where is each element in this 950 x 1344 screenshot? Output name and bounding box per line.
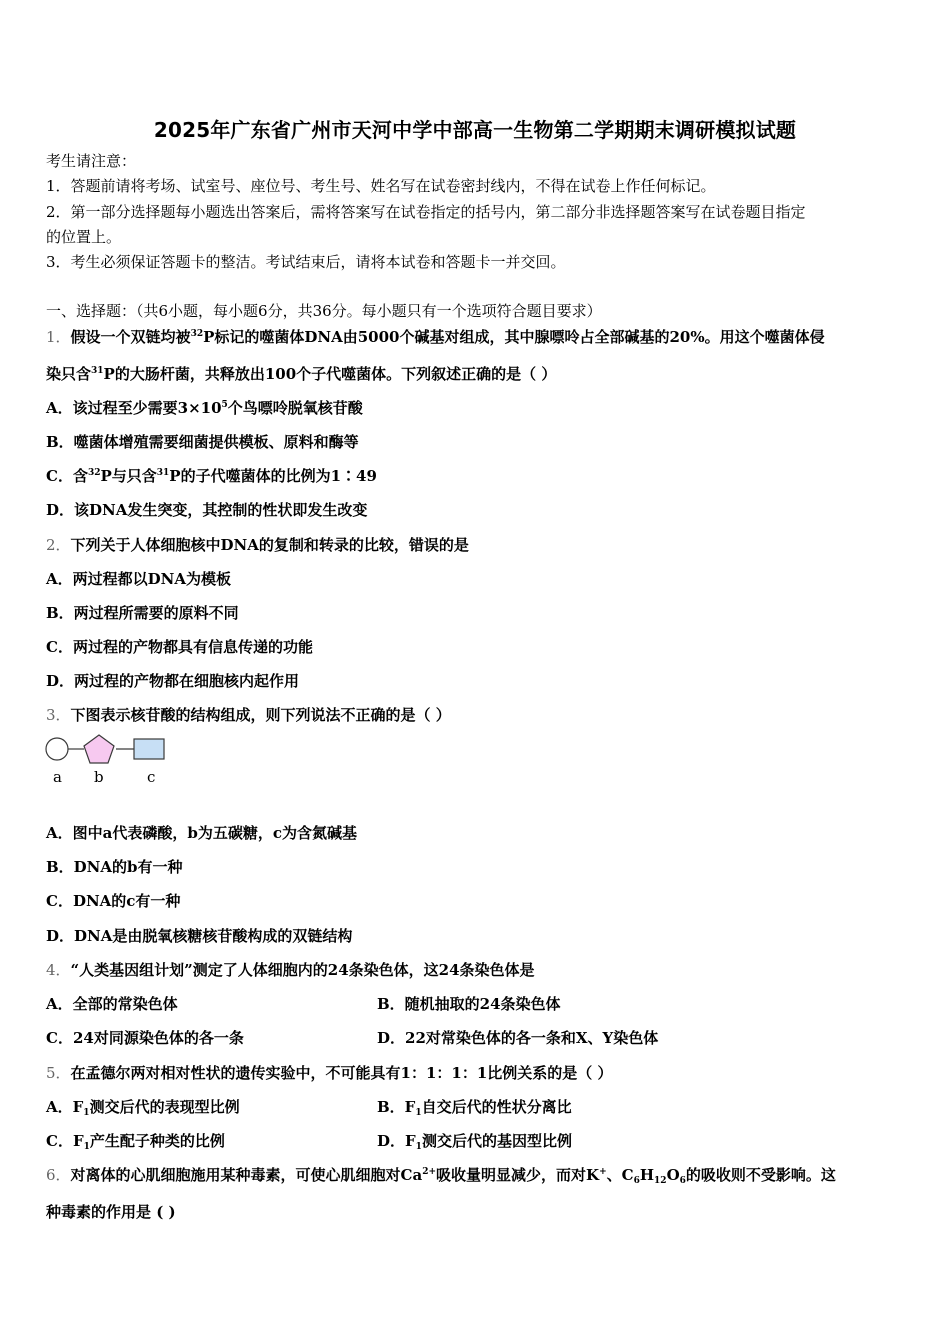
q4-option-c[interactable]: C．24对同源染色体的各一条 <box>46 1029 244 1047</box>
diagram-label-c: c <box>147 768 156 786</box>
q6-stem-line1: 6．对离体的心肌细胞施用某种毒素，可使心肌细胞对$Ca^{2+}$吸收量明显减少，而对K+、$C_6H_{12}O_6$的吸收则不受影响。这 <box>46 1166 836 1186</box>
q4-option-a[interactable]: A．全部的常染色体 <box>46 995 178 1013</box>
q1-option-c[interactable]: C．含$^{32}$P与只含$^{31}$P的子代噬菌体的比例为1∶49 <box>46 467 377 485</box>
q5-option-d[interactable]: D．$F_1$测交后代的基因型比例 <box>377 1132 572 1152</box>
q5-stem: 5．在孟德尔两对相对性状的遗传实验中，不可能具有1：1：1：1比例关系的是（ ） <box>46 1064 613 1082</box>
q5-number: 5． <box>46 1064 71 1082</box>
q3-option-a[interactable]: A．图中a代表磷酸，b为五碳糖，c为含氮碱基 <box>46 824 357 842</box>
q4-number: 4． <box>46 961 71 979</box>
diagram-label-a: a <box>53 768 62 786</box>
q2-option-d[interactable]: D．两过程的产物都在细胞核内起作用 <box>46 672 300 690</box>
q2-option-a[interactable]: A．两过程都以DNA为模板 <box>46 570 231 588</box>
q4-stem: 4．“人类基因组计划”测定了人体细胞内的24条染色体，这24条染色体是 <box>46 961 535 979</box>
q1-option-a[interactable]: A．该过程至少需要$3\times 10^5$个鸟嘌呤脱氧核苷酸 <box>46 399 363 417</box>
q5-option-c[interactable]: C．$F_1$产生配子种类的比例 <box>46 1132 225 1152</box>
q1-stem-line2: 染只含$^{31}$P的大肠杆菌，共释放出100个子代噬菌体。下列叙述正确的是（ ） <box>46 365 557 383</box>
q3-option-d[interactable]: D．DNA是由脱氧核糖核苷酸构成的双链结构 <box>46 927 353 945</box>
q5-option-a[interactable]: A．$F_1$测交后代的表现型比例 <box>46 1098 240 1118</box>
notice-heading: 考生请注意： <box>46 152 137 170</box>
page-title: 2025年广东省广州市天河中学中部高一生物第二学期期末调研模拟试题 <box>153 118 797 142</box>
q2-number: 2． <box>46 536 71 554</box>
q3-number: 3． <box>46 706 71 724</box>
diagram-label-b: b <box>94 768 104 786</box>
q6-stem-line2: 种毒素的作用是 ( ) <box>46 1203 176 1221</box>
base-rectangle <box>134 739 164 759</box>
q1-stem-line1: 1．假设一个双链均被$^{32}$P标记的噬菌体DNA由5000个碱基对组成，其中腺嘌呤占全部碱基的20%。用这个噬菌体侵 <box>46 328 825 346</box>
q6-number: 6． <box>46 1166 71 1184</box>
section-heading: 一、选择题：（共6小题，每小题6分，共36分。每小题只有一个选项符合题目要求） <box>46 302 602 320</box>
notice-item-2: 2．第一部分选择题每小题选出答案后，需将答案写在试卷指定的括号内，第二部分非选择题答案写在试卷题目指定 <box>46 203 806 221</box>
q4-option-d[interactable]: D．22对常染色体的各一条和X、Y染色体 <box>377 1029 659 1047</box>
q2-stem: 2．下列关于人体细胞核中DNA的复制和转录的比较，错误的是 <box>46 536 469 554</box>
q1-option-d[interactable]: D．该DNA发生突变，其控制的性状即发生改变 <box>46 501 368 519</box>
q2-option-b[interactable]: B．两过程所需要的原料不同 <box>46 604 239 622</box>
q2-option-c[interactable]: C．两过程的产物都具有信息传递的功能 <box>46 638 313 656</box>
q3-option-b[interactable]: B．DNA的b有一种 <box>46 858 183 876</box>
notice-item-1: 1．答题前请将考场、试室号、座位号、考生号、姓名写在试卷密封线内，不得在试卷上作任何标记。 <box>46 177 716 195</box>
pentose-pentagon <box>84 735 114 763</box>
q5-option-b[interactable]: B．$F_1$自交后代的性状分离比 <box>377 1098 572 1118</box>
q3-stem: 3．下图表示核苷酸的结构组成，则下列说法不正确的是（ ） <box>46 706 451 724</box>
q3-option-c[interactable]: C．DNA的c有一种 <box>46 892 181 910</box>
q1-number: 1． <box>46 328 71 346</box>
q1-option-b[interactable]: B．噬菌体增殖需要细菌提供模板、原料和酶等 <box>46 433 359 451</box>
nucleotide-diagram <box>44 734 174 766</box>
q4-option-b[interactable]: B．随机抽取的24条染色体 <box>377 995 561 1013</box>
notice-item-2-cont: 的位置上。 <box>46 228 122 246</box>
phosphate-circle <box>46 738 68 760</box>
notice-item-3: 3．考生必须保证答题卡的整洁。考试结束后，请将本试卷和答题卡一并交回。 <box>46 253 566 271</box>
